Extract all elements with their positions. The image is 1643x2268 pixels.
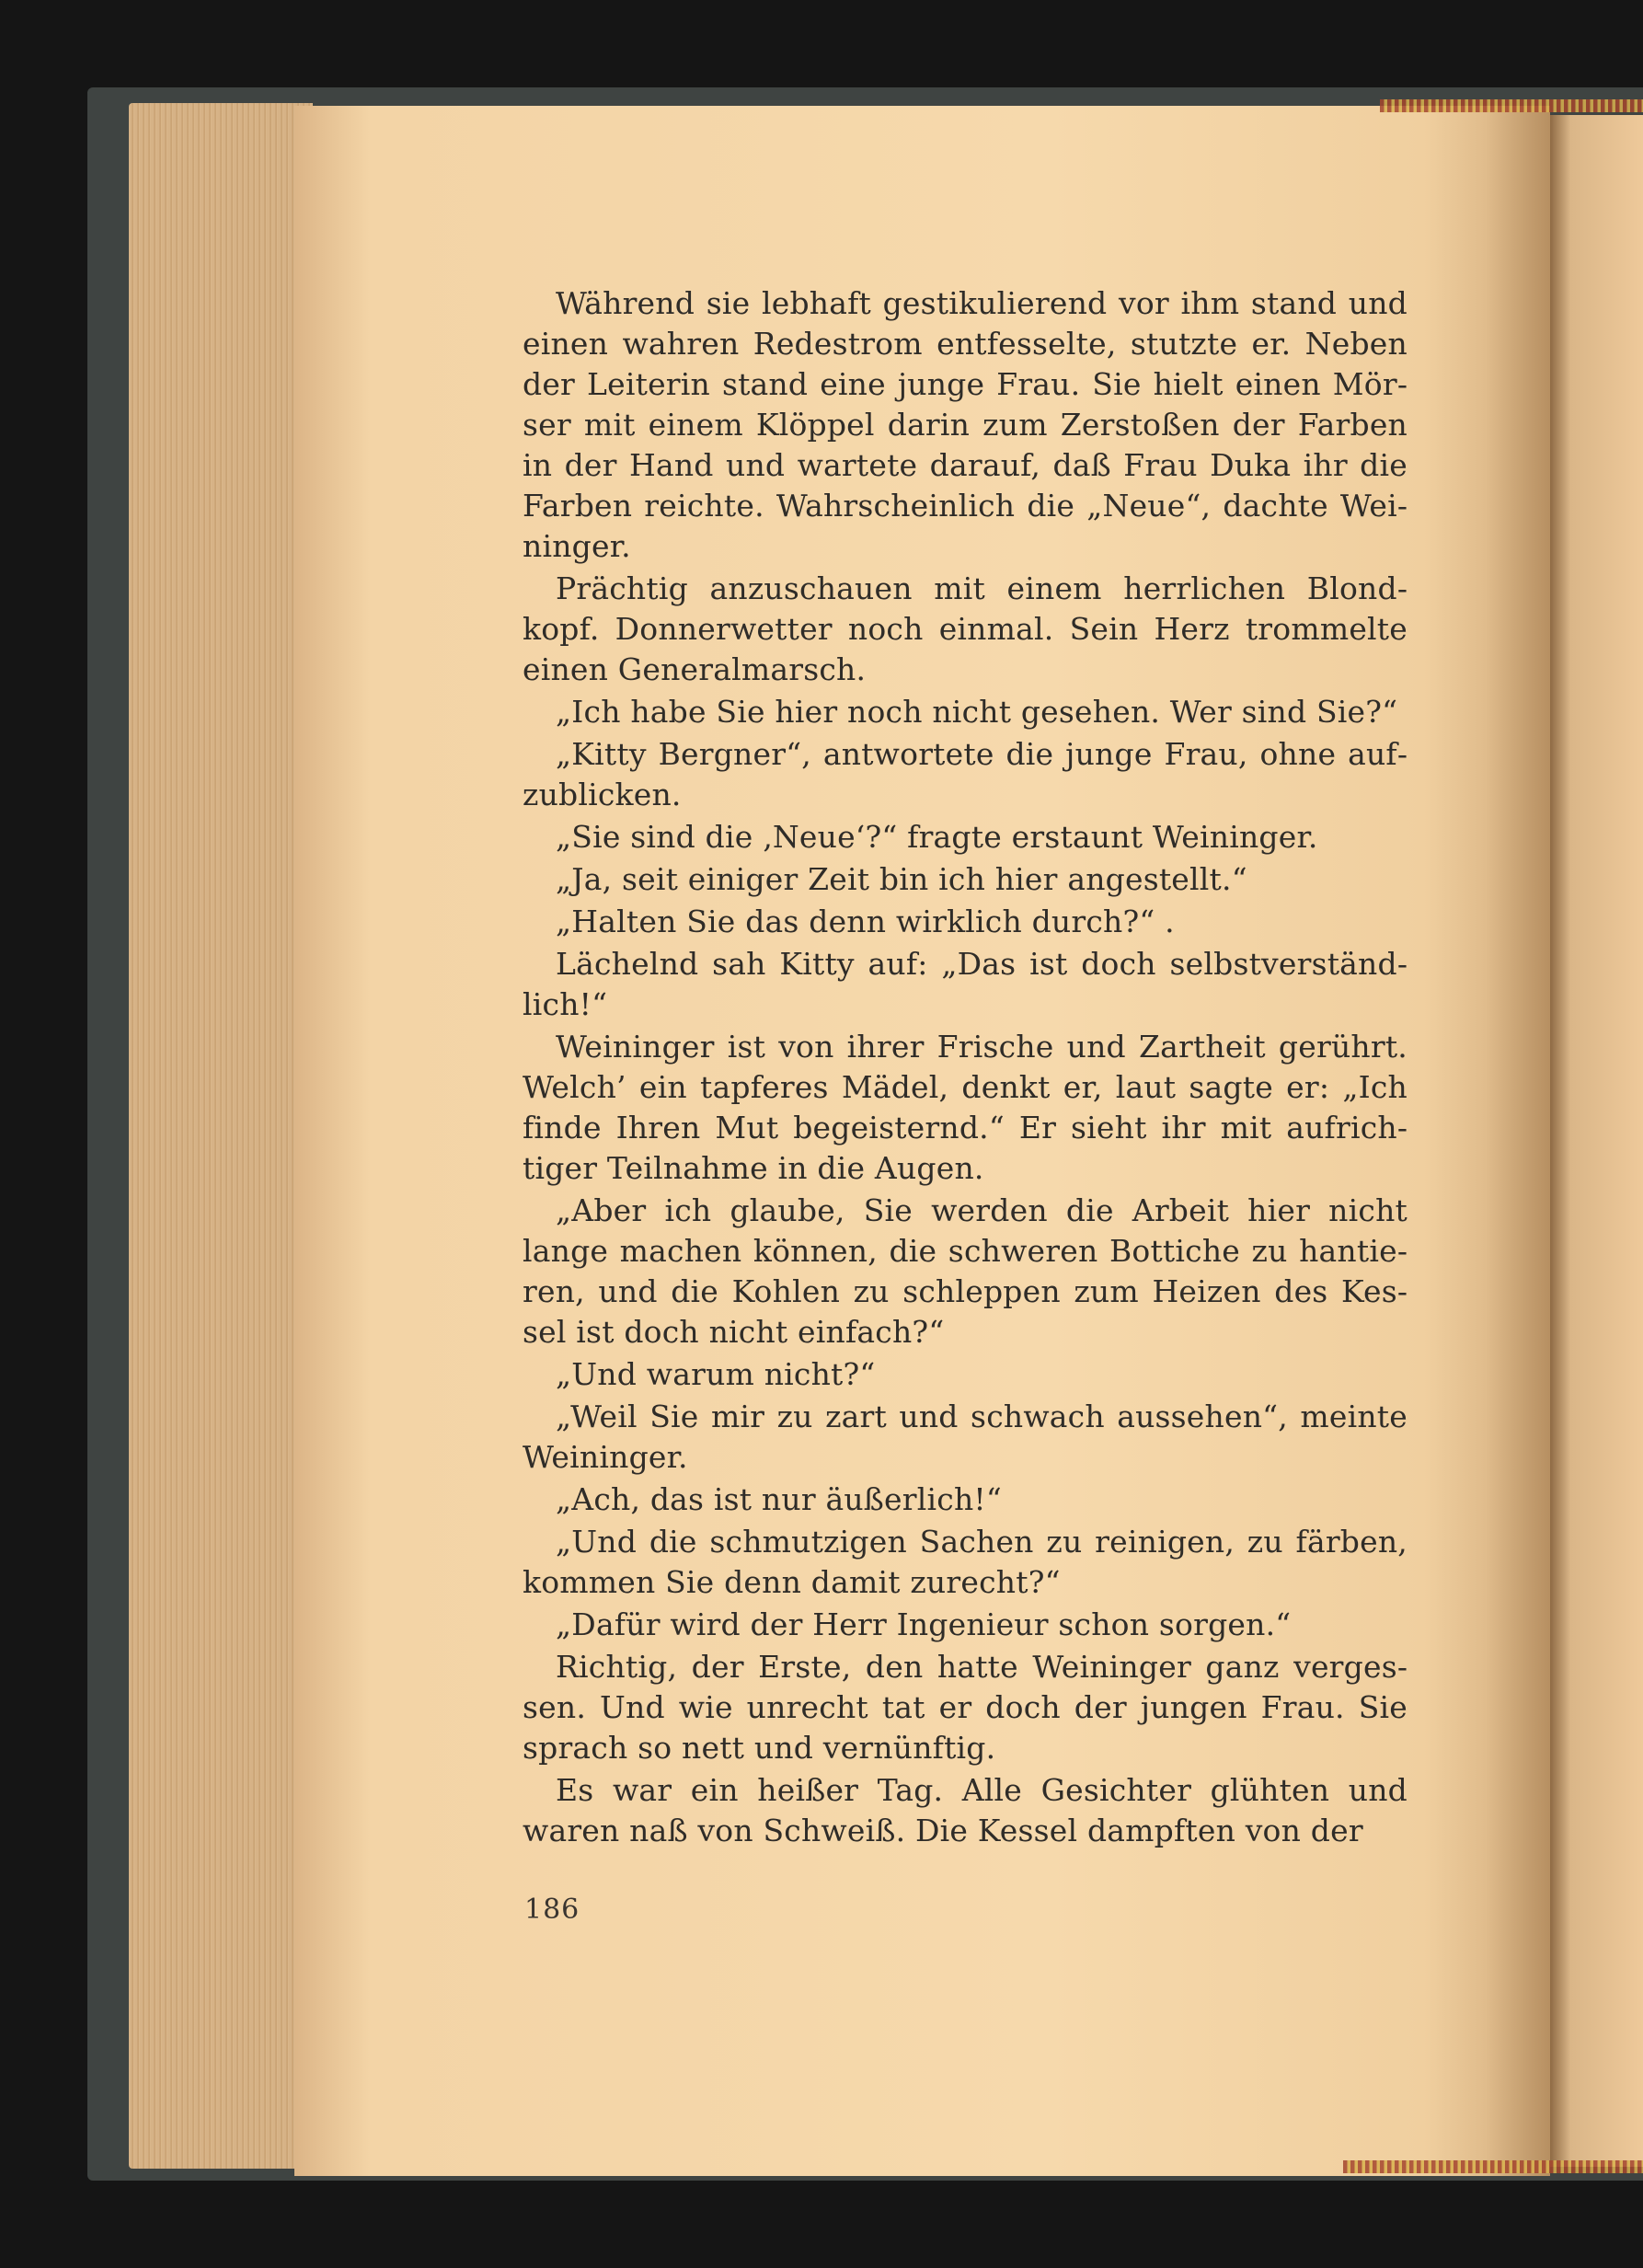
- headband: [1380, 99, 1643, 112]
- page-number: 186: [524, 1894, 580, 1926]
- paragraph: „Ja, seit einiger Zeit bin ich hier angestellt.“: [556, 861, 1247, 897]
- paragraph: Lächelnd sah Kitty auf: „Das ist doch selbstverständlich!“: [523, 946, 1407, 1022]
- page-edges: [129, 103, 313, 2169]
- paragraph: Richtig, der Erste, den hatte Weininger ganz vergessen. Und wie unrecht tat er doch der jungen Frau. Sie sprach so nett und vernünftig.: [523, 1649, 1407, 1766]
- paragraph: „Sie sind die ‚Neue‘?“ fragte erstaunt Weininger.: [556, 819, 1318, 855]
- footband: [1343, 2160, 1643, 2173]
- paragraph: „Und die schmutzigen Sachen zu reinigen, zu färben, kommen Sie denn damit zurecht?“: [523, 1524, 1407, 1600]
- paragraph: „Dafür wird der Herr Ingenieur schon sorgen.“: [556, 1606, 1292, 1642]
- paragraph: „Kitty Bergner“, antwortete die junge Frau, ohne aufzublicken.: [523, 736, 1407, 812]
- body-text: [523, 283, 1407, 1853]
- paragraph: „Ach, das ist nur äußerlich!“: [556, 1481, 1002, 1517]
- paragraph: „Und warum nicht?“: [556, 1356, 876, 1392]
- book-page-right: [1550, 115, 1643, 2167]
- paragraph: „Aber ich glaube, Sie werden die Arbeit hier nicht lange machen können, die schweren Bottiche zu hantieren, und die Kohlen zu schleppen zum Heizen des Kessel ist doch nicht einfach?“: [523, 1192, 1407, 1350]
- paragraph: „Weil Sie mir zu zart und schwach aussehen“, meinte Weininger.: [523, 1399, 1407, 1475]
- paragraph: Während sie lebhaft gestikulierend vor ihm stand und einen wahren Redestrom entfesselte, stutzte er. Neben der Leiterin stand eine junge Frau. Sie hielt einen Mörser mit einem Klöppel darin zum Zerstoßen der Farben in der Hand und wartete darauf, daß Frau Duka ihr die Farben reichte. Wahrscheinlich die „Neue“, dachte Weininger.: [523, 285, 1407, 564]
- paragraph: „Halten Sie das denn wirklich durch?“ .: [556, 904, 1175, 939]
- paragraph: Es war ein heißer Tag. Alle Gesichter glühten und waren naß von Schweiß. Die Kessel dampften von der: [523, 1772, 1407, 1848]
- paragraph: Prächtig anzuschauen mit einem herrlichen Blondkopf. Donnerwetter noch einmal. Sein Herz trommelte einen Generalmarsch.: [523, 570, 1407, 687]
- paragraph: „Ich habe Sie hier noch nicht gesehen. Wer sind Sie?“: [556, 694, 1398, 730]
- paragraph: Weininger ist von ihrer Frische und Zartheit gerührt. Welch’ ein tapferes Mädel, denkt er, laut sagte er: „Ich finde Ihren Mut begeisternd.“ Er sieht ihr mit aufrichtiger Teilnahme in die Augen.: [523, 1029, 1407, 1186]
